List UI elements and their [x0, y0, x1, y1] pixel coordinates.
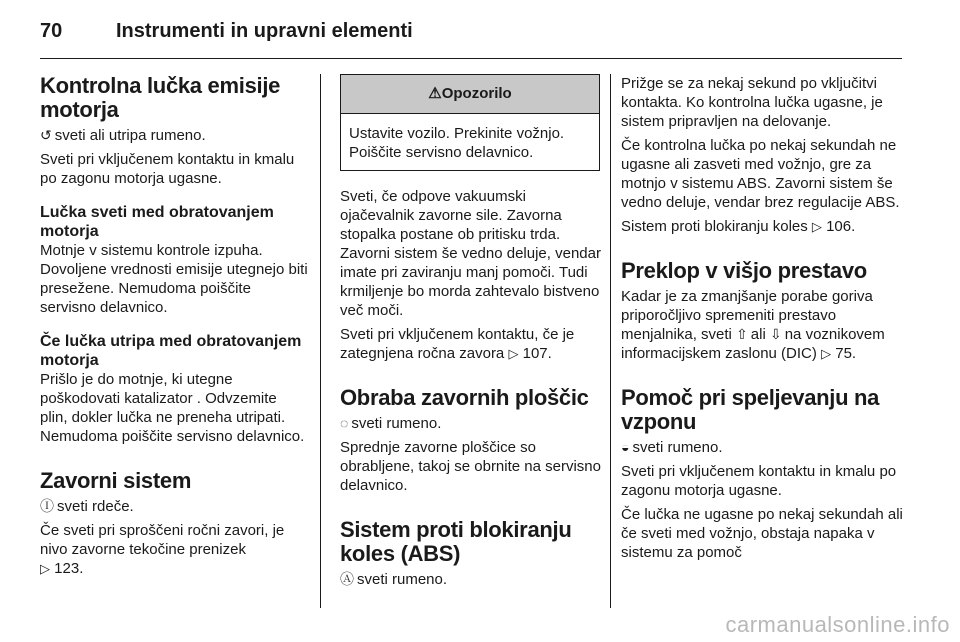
warning-text: Ustavite vozilo. Prekinite vožnjo. Poiščite servisno delavnico. [349, 125, 565, 161]
column-3 [621, 74, 906, 567]
page-ref-link[interactable]: 106. [826, 218, 856, 235]
shift-down-icon: ⇩ [769, 326, 782, 342]
paragraph: Ⓐ sveti rumeno. [340, 571, 448, 588]
watermark: carmanualsonline.info [725, 612, 950, 637]
page-ref-icon: ▷ [811, 219, 822, 234]
brake-pad-icon: ◌ [340, 415, 349, 431]
chapter-title: Instrumenti in upravni elementi [116, 20, 413, 42]
paragraph: Sveti pri vključenem kontaktu in kmalu po zagonu motorja ugasne. [40, 151, 295, 187]
warning-triangle-icon: ⚠ [428, 85, 442, 102]
warning-box [340, 74, 600, 171]
subsection-title: Če lučka utripa med obratovanjem motorja [40, 333, 302, 369]
abs-icon: Ⓐ [340, 571, 354, 587]
paragraph: Sistem proti blokiranju koles ▷ 106. [621, 218, 856, 235]
section-title-brake-pads: Obraba zavornih ploščic [340, 385, 589, 410]
warning-header: ⚠Opozorilo [341, 75, 599, 114]
header-rule [40, 58, 902, 59]
shift-up-icon: ⇧ [736, 326, 748, 342]
paragraph: ◌ sveti rumeno. [340, 415, 442, 432]
section-title-upshift: Preklop v višjo prestavo [621, 258, 867, 283]
paragraph: Ⓘ sveti rdeče. [40, 498, 134, 515]
page-number: 70 [40, 20, 63, 42]
paragraph: Če kontrolna lučka po nekaj sekundah ne ugasne ali zasveti med vožnjo, gre za motnjo v sistemu ABS. Zavorni sistem še vedno deluje, vendar brez regulacije ABS. [621, 137, 900, 211]
page-ref-icon: ▷ [508, 346, 519, 361]
paragraph: Sveti, če odpove vakuumski ojačevalnik zavorne sile. Zavorna stopalka postane ob pritisku trda. Zavorni sistem še vedno deluje, vendar imate pri zaviranju manj pomoči. Tudi krmiljenje bo morda zahtevalo bistveno več moči. [340, 188, 601, 319]
paragraph: Če lučka ne ugasne po nekaj sekundah ali če sveti med vožnjo, obstaja napaka v sistemu za pomoč [621, 506, 903, 561]
paragraph: Kadar je za zmanjšanje porabe goriva priporočljivo spremeniti prestavo menjalnika, sveti ⇧ ali ⇩ na voznikovem informacijskem zaslonu (DIC) ▷ 75. [621, 288, 885, 362]
paragraph: Prišlo je do motnje, ki utegne poškodovati katalizator . Odvzemite plin, dokler lučka ne preneha utripati. Nemudoma poiščite servisno delavnico. [40, 371, 305, 445]
paragraph: Če sveti pri sproščeni ročni zavori, je nivo zavorne tekočine prenizek ▷ 123. [40, 522, 285, 577]
brake-icon: Ⓘ [40, 498, 54, 514]
page-ref-link[interactable]: 123. [54, 560, 84, 577]
section-title-brake-system: Zavorni sistem [40, 468, 192, 493]
paragraph: ◒ sveti rumeno. [621, 439, 723, 456]
column-divider [610, 74, 611, 608]
paragraph: ↺ sveti ali utripa rumeno. [40, 127, 206, 144]
column-1 [40, 74, 308, 583]
page-header [40, 14, 920, 54]
engine-icon: ↺ [40, 127, 52, 143]
paragraph: Sveti pri vključenem kontaktu, če je zategnjena ročna zavora ▷ 107. [340, 326, 575, 362]
hill-start-icon: ◒ [621, 439, 630, 455]
page-ref-link[interactable]: 75. [835, 345, 857, 362]
section-title-hill-start: Pomoč pri speljevanju na vzponu [621, 385, 880, 434]
column-divider [320, 74, 321, 608]
section-title-abs: Sistem proti blokiranju koles (ABS) [340, 517, 572, 566]
paragraph: Sprednje zavorne ploščice so obrabljene, takoj se obrnite na servisno delavnico. [340, 439, 601, 494]
section-title-engine-emission: Kontrolna lučka emisije motorja [40, 73, 281, 122]
paragraph: Sveti pri vključenem kontaktu in kmalu po zagonu motorja ugasne. [621, 463, 897, 499]
paragraph: Motnje v sistemu kontrole izpuha. Dovoljene vrednosti emisije utegnejo biti presežene. Nemudoma poiščite servisno delavnico. [40, 242, 308, 316]
column-2 [340, 74, 604, 594]
subsection-title: Lučka sveti med obratovanjem motorja [40, 204, 274, 240]
page-ref-icon: ▷ [40, 561, 50, 576]
paragraph: Prižge se za nekaj sekund po vključitvi kontakta. Ko kontrolna lučka ugasne, je sistem pripravljen na delovanje. [621, 75, 883, 130]
page-ref-icon: ▷ [821, 346, 832, 361]
page-ref-link[interactable]: 107. [522, 345, 552, 362]
